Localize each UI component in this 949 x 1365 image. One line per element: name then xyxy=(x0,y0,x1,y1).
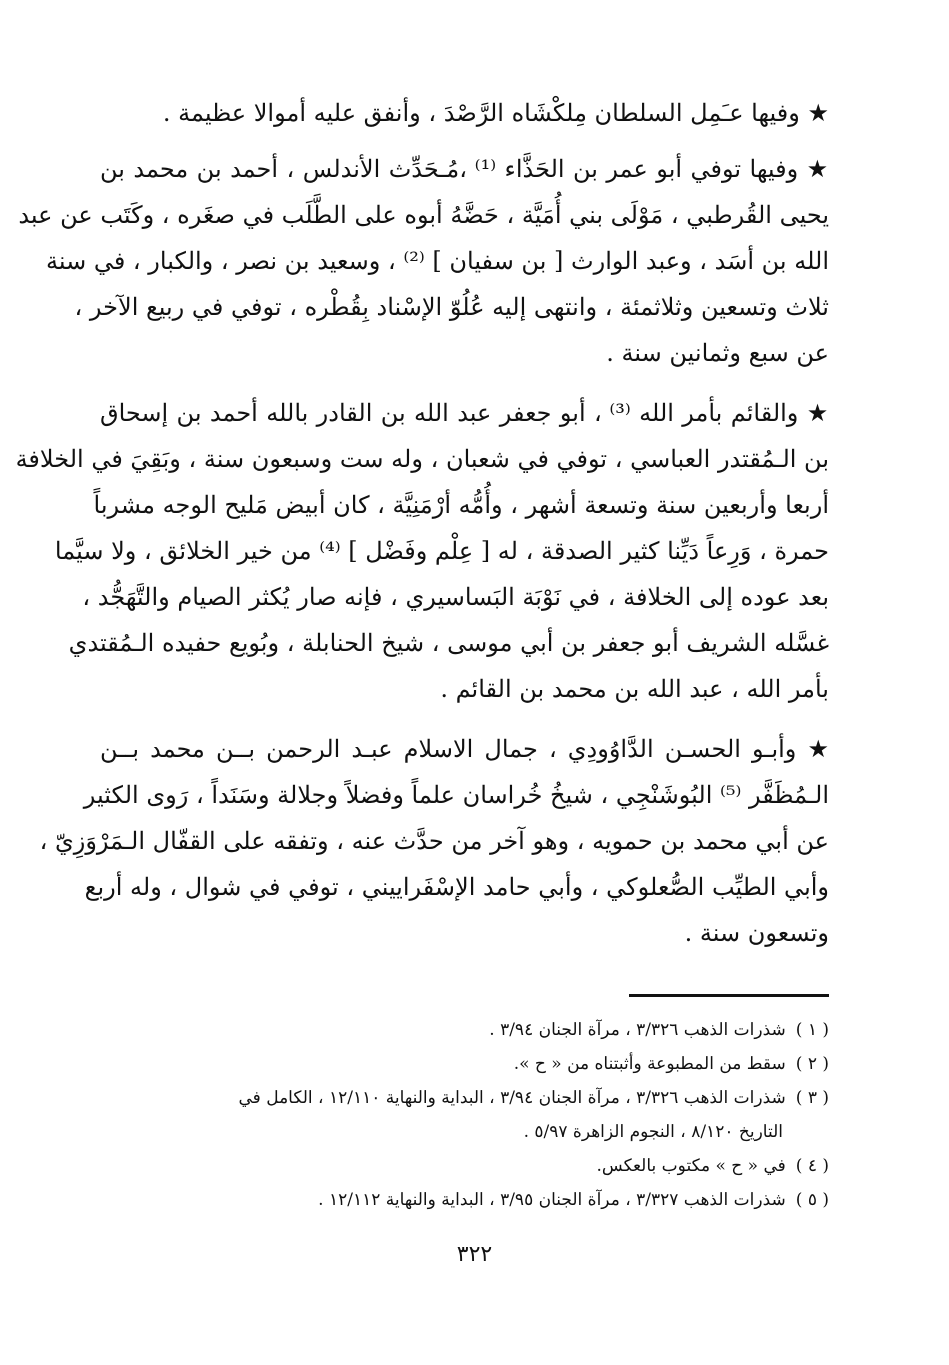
footnote-continuation: التاريخ ٨/١٢٠ ، النجوم الزاهرة ٥/٩٧ . xyxy=(523,1122,783,1142)
footnote-text: سقط من المطبوعة وأثبتناه من « ح ». xyxy=(513,1054,786,1074)
footnote-item xyxy=(100,1183,829,1217)
text-line: بعد عوده إلى الخلافة ، في نَوْبَة البَساسيري ، فإنه صار يُكثر الصيام والتَّهَجُّد ، xyxy=(82,583,829,611)
footnote-number: ( ٥ ) xyxy=(795,1190,829,1210)
text-line: غسَّله الشريف أبو جعفر بن أبي موسى ، شيخ الحنابلة ، وبُويع حفيده الـمُقتدي xyxy=(68,629,829,657)
text-line: عن أبي محمد بن حمويه ، وهو آخر من حدَّث عنه ، وتفقه على القفّال الـمَرْوَزِيّ ، xyxy=(39,827,829,855)
paragraph-alqaim-biamrillah xyxy=(15,390,829,712)
footnote-text: شذرات الذهب ٣/٣٢٧ ، مرآة الجنان ٣/٩٥ ، البداية والنهاية ١٢/١١٢ . xyxy=(318,1190,786,1210)
text-line: ★ وفيها توفي أبو عمر بن الحَذَّاء ⁽¹⁾ ،مُـحَدِّث الأندلس ، أحمد بن محمد بن xyxy=(100,155,829,183)
text-line: أربعا وأربعين سنة وتسعة أشهر ، وأُمُّه أرْمَنِيَّة ، كان أبيض مَليح الوجه مشرباً xyxy=(93,491,829,519)
text-line: الله بن أسَد ، وعبد الوارث [ بن سفيان ] ⁽²⁾ ، وسعيد بن نصر ، والكبار ، في سنة xyxy=(45,247,829,275)
text-line: عن سبع وثمانين سنة . xyxy=(606,339,829,367)
footnote-number: ( ٤ ) xyxy=(795,1156,829,1176)
footnote-number: ( ٣ ) xyxy=(795,1088,829,1108)
text-line: بأمر الله ، عبد الله بن محمد بن القائم . xyxy=(440,675,829,703)
footnote-text: شذرات الذهب ٣/٣٢٦ ، مرآة الجنان ٣/٩٤ ، البداية والنهاية ١٢/١١٠ ، الكامل في xyxy=(238,1088,786,1108)
text-line: بن الـمُقتدر العباسي ، توفي في شعبان ، وله ست وسبعون سنة ، وبَقِيَ في الخلافة xyxy=(15,445,829,473)
text-line: وأبي الطيِّب الصُّعلوكي ، وأبي حامد الإسْفَراييني ، توفي في شوال ، وله أربع xyxy=(84,873,829,901)
text-line: ثلاث وتسعين وثلاثمئة ، وانتهى إليه عُلُوّ الإسْناد بِقُطْره ، توفي في ربيع الآخر ، xyxy=(74,293,829,321)
text-line: وتسعون سنة . xyxy=(684,919,829,947)
footnote-item xyxy=(100,1149,829,1183)
footnote-text: شذرات الذهب ٣/٣٢٦ ، مرآة الجنان ٣/٩٤ . xyxy=(489,1020,786,1040)
paragraph-aldawudi xyxy=(39,726,829,956)
text-line: ★ والقائم بأمر الله ⁽³⁾ ، أبو جعفر عبد الله بن القادر بالله أحمد بن إسحاق xyxy=(100,399,829,427)
footnote-item xyxy=(100,1013,829,1047)
text-line: ★ وفيها عـَمِل السلطان مِلكْشَاه الرَّصْدَ ، وأنفق عليه أموالا عظيمة . xyxy=(162,99,829,127)
page-body xyxy=(15,90,829,1217)
footnote-text: في « ح » مكتوب بالعكس. xyxy=(596,1156,786,1176)
paragraph-ibn-alhadhdha xyxy=(18,146,829,376)
footnote-item xyxy=(100,1081,829,1115)
footnote-divider xyxy=(629,994,829,997)
footnote-number: ( ١ ) xyxy=(795,1020,829,1040)
text-line: يحيى القُرطبي ، مَوْلَى بني أُمَيَّة ، حَضَّهُ أبوه على الطَّلَب في صغَره ، وكَتَب عن عبد xyxy=(18,201,829,229)
text-line: ★ وأبـو الحسـن الدَّاوُودِي ، جمال الاسلام عبـد الرحمن بــن محمد بــن xyxy=(100,735,829,763)
text-line: الـمُظَفَّر ⁽⁵⁾ البُوشَنْجِي ، شيخُ خُراسان علماً وفضلاً وجلالة وسَنَداً ، رَوى الكثير xyxy=(83,781,829,809)
text-line: حمرة ، وَرِعاً دَيِّنا كثير الصدقة ، له [ عِلْم وفَضْل ] ⁽⁴⁾ من خير الخلائق ، ولا سيَّما xyxy=(54,537,829,565)
paragraph-malikshah xyxy=(100,90,829,136)
footnote-item xyxy=(100,1047,829,1081)
page-number: ٣٢٢ xyxy=(456,1242,493,1267)
footnote-number: ( ٢ ) xyxy=(795,1054,829,1074)
footnotes xyxy=(100,1013,829,1217)
